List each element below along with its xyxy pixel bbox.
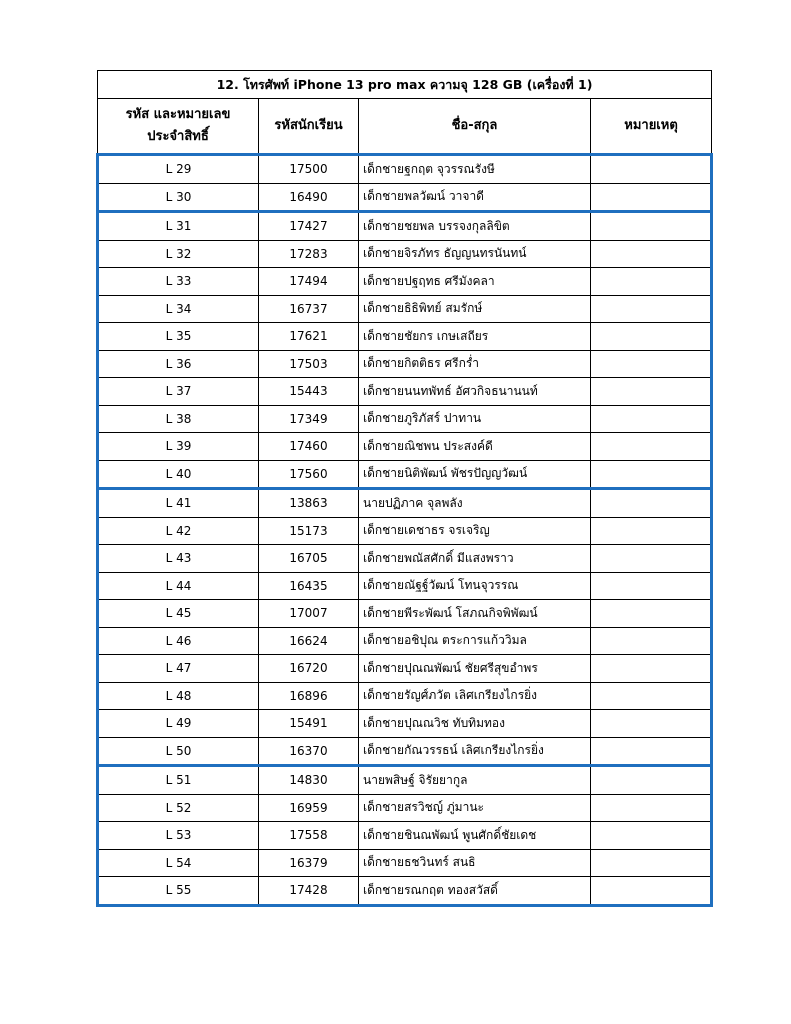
table-row <box>98 822 712 850</box>
name-cell: เด็กชายณิชพน ประสงค์ดี <box>359 433 591 461</box>
note-cell <box>591 240 712 268</box>
name-cell: เด็กชายนิติพัฒน์ พัชรปัญญวัฒน์ <box>359 460 591 489</box>
note-cell <box>591 682 712 710</box>
document-page <box>96 70 710 907</box>
note-cell <box>591 545 712 573</box>
code-cell: L 53 <box>98 822 259 850</box>
student-id-cell: 17349 <box>259 405 359 433</box>
table-row <box>98 600 712 628</box>
note-cell <box>591 710 712 738</box>
student-id-cell: 16490 <box>259 183 359 212</box>
header-row <box>98 99 712 155</box>
table-row <box>98 545 712 573</box>
student-id-cell: 17460 <box>259 433 359 461</box>
table-row <box>98 155 712 184</box>
note-cell <box>591 600 712 628</box>
name-cell: เด็กชายชัยกร เกษเสถียร <box>359 323 591 351</box>
student-id-cell: 17427 <box>259 212 359 241</box>
header-note: หมายเหตุ <box>591 99 712 155</box>
student-id-cell: 17621 <box>259 323 359 351</box>
name-cell: เด็กชายปุณณพัฒน์ ชัยศรีสุขอำพร <box>359 655 591 683</box>
code-cell: L 34 <box>98 295 259 323</box>
note-cell <box>591 295 712 323</box>
note-cell <box>591 572 712 600</box>
table-row <box>98 378 712 406</box>
header-student-id: รหัสนักเรียน <box>259 99 359 155</box>
note-cell <box>591 350 712 378</box>
note-cell <box>591 737 712 766</box>
row-group <box>98 489 712 766</box>
table-row <box>98 295 712 323</box>
title-row <box>98 71 712 99</box>
code-cell: L 47 <box>98 655 259 683</box>
student-id-cell: 16435 <box>259 572 359 600</box>
table-row <box>98 489 712 518</box>
code-cell: L 54 <box>98 849 259 877</box>
code-cell: L 29 <box>98 155 259 184</box>
note-cell <box>591 155 712 184</box>
code-cell: L 42 <box>98 517 259 545</box>
code-cell: L 30 <box>98 183 259 212</box>
table-row <box>98 517 712 545</box>
code-cell: L 45 <box>98 600 259 628</box>
student-id-cell: 16896 <box>259 682 359 710</box>
table-row <box>98 240 712 268</box>
note-cell <box>591 489 712 518</box>
table-row <box>98 766 712 795</box>
table-row <box>98 433 712 461</box>
name-cell: เด็กชายธิธิพิทย์ สมรักษ์ <box>359 295 591 323</box>
name-cell: นายพสิษฐ์ จิรัยยากูล <box>359 766 591 795</box>
table-row <box>98 212 712 241</box>
note-cell <box>591 794 712 822</box>
student-id-cell: 17560 <box>259 460 359 489</box>
name-cell: เด็กชายพณัสศักดิ์ มีแสงพราว <box>359 545 591 573</box>
row-group <box>98 212 712 489</box>
note-cell <box>591 433 712 461</box>
name-cell: เด็กชายปฐฤทธ ศรีมังคลา <box>359 268 591 296</box>
student-id-cell: 15491 <box>259 710 359 738</box>
code-cell: L 46 <box>98 627 259 655</box>
header-code-line2: ประจำสิทธิ์ <box>147 129 209 144</box>
student-id-cell: 16737 <box>259 295 359 323</box>
code-cell: L 31 <box>98 212 259 241</box>
name-cell: เด็กชายนนทพัทธ์ อัศวกิจธนานนท์ <box>359 378 591 406</box>
name-cell: เด็กชายณัฐฐ์วัฒน์ โทนจุวรรณ <box>359 572 591 600</box>
code-cell: L 35 <box>98 323 259 351</box>
table-row <box>98 627 712 655</box>
name-cell: เด็กชายชินณพัฒน์ พูนศักดิ์ชัยเดช <box>359 822 591 850</box>
header-code <box>98 99 259 155</box>
code-cell: L 38 <box>98 405 259 433</box>
note-cell <box>591 877 712 906</box>
name-cell: เด็กชายพีระพัฒน์ โสภณกิจพิพัฒน์ <box>359 600 591 628</box>
code-cell: L 40 <box>98 460 259 489</box>
name-cell: เด็กชายรณกฤต ทองสวัสดิ์ <box>359 877 591 906</box>
code-cell: L 32 <box>98 240 259 268</box>
student-id-cell: 17283 <box>259 240 359 268</box>
student-id-cell: 17007 <box>259 600 359 628</box>
student-id-cell: 17558 <box>259 822 359 850</box>
note-cell <box>591 183 712 212</box>
code-cell: L 37 <box>98 378 259 406</box>
note-cell <box>591 323 712 351</box>
note-cell <box>591 460 712 489</box>
header-name: ชื่อ-สกุล <box>359 99 591 155</box>
student-id-cell: 17500 <box>259 155 359 184</box>
note-cell <box>591 655 712 683</box>
table-row <box>98 183 712 212</box>
code-cell: L 50 <box>98 737 259 766</box>
student-id-cell: 14830 <box>259 766 359 795</box>
name-cell: เด็กชายพลวัฒน์ วาจาดี <box>359 183 591 212</box>
student-id-cell: 16379 <box>259 849 359 877</box>
table-row <box>98 350 712 378</box>
table-row <box>98 655 712 683</box>
note-cell <box>591 822 712 850</box>
name-cell: เด็กชายอชิปุณ ตระการแก้ววิมล <box>359 627 591 655</box>
student-id-cell: 15173 <box>259 517 359 545</box>
table-row <box>98 710 712 738</box>
code-cell: L 51 <box>98 766 259 795</box>
code-cell: L 43 <box>98 545 259 573</box>
student-id-cell: 16370 <box>259 737 359 766</box>
code-cell: L 36 <box>98 350 259 378</box>
name-cell: เด็กชายชยพล บรรจงกุลลิขิต <box>359 212 591 241</box>
table-title: 12. โทรศัพท์ iPhone 13 pro max ความจุ 128 GB (เครื่องที่ 1) <box>98 71 712 99</box>
name-cell: เด็กชายธชวินทร์ สนธิ <box>359 849 591 877</box>
code-cell: L 48 <box>98 682 259 710</box>
code-cell: L 44 <box>98 572 259 600</box>
name-cell: เด็กชายภูริภัสร์ ปาทาน <box>359 405 591 433</box>
code-cell: L 52 <box>98 794 259 822</box>
student-id-cell: 16705 <box>259 545 359 573</box>
student-id-cell: 16959 <box>259 794 359 822</box>
code-cell: L 49 <box>98 710 259 738</box>
student-id-cell: 17503 <box>259 350 359 378</box>
table-row <box>98 323 712 351</box>
name-cell: เด็กชายฐกฤต จุวรรณรังษี <box>359 155 591 184</box>
table-row <box>98 268 712 296</box>
student-id-cell: 16624 <box>259 627 359 655</box>
name-cell: เด็กชายเดชาธร จรเจริญ <box>359 517 591 545</box>
name-cell: เด็กชายกิตติธร ศรีกร่ำ <box>359 350 591 378</box>
table-row <box>98 737 712 766</box>
table-row <box>98 794 712 822</box>
note-cell <box>591 766 712 795</box>
name-cell: เด็กชายรัญศ์ภวัต เลิศเกรียงไกรยิ่ง <box>359 682 591 710</box>
name-cell: เด็กชายสรวิชญ์ ภู่มานะ <box>359 794 591 822</box>
name-cell: เด็กชายกัณวรรธน์ เลิศเกรียงไกรยิ่ง <box>359 737 591 766</box>
name-cell: นายปฏิภาค จุลพลัง <box>359 489 591 518</box>
student-id-cell: 16720 <box>259 655 359 683</box>
student-id-cell: 17494 <box>259 268 359 296</box>
code-cell: L 55 <box>98 877 259 906</box>
note-cell <box>591 405 712 433</box>
row-group <box>98 155 712 212</box>
code-cell: L 39 <box>98 433 259 461</box>
code-cell: L 33 <box>98 268 259 296</box>
code-cell: L 41 <box>98 489 259 518</box>
student-id-cell: 13863 <box>259 489 359 518</box>
note-cell <box>591 627 712 655</box>
note-cell <box>591 212 712 241</box>
note-cell <box>591 517 712 545</box>
student-id-cell: 15443 <box>259 378 359 406</box>
table-row <box>98 877 712 906</box>
allocation-table <box>96 70 713 907</box>
name-cell: เด็กชายปุณณวิช ทับทิมทอง <box>359 710 591 738</box>
note-cell <box>591 378 712 406</box>
student-id-cell: 17428 <box>259 877 359 906</box>
header-code-line1: รหัส และหมายเลข <box>125 107 231 122</box>
note-cell <box>591 268 712 296</box>
row-group <box>98 766 712 906</box>
table-row <box>98 849 712 877</box>
note-cell <box>591 849 712 877</box>
table-row <box>98 572 712 600</box>
table-row <box>98 682 712 710</box>
table-row <box>98 405 712 433</box>
table-row <box>98 460 712 489</box>
name-cell: เด็กชายจิรภัทร ธัญญนทรนันทน์ <box>359 240 591 268</box>
